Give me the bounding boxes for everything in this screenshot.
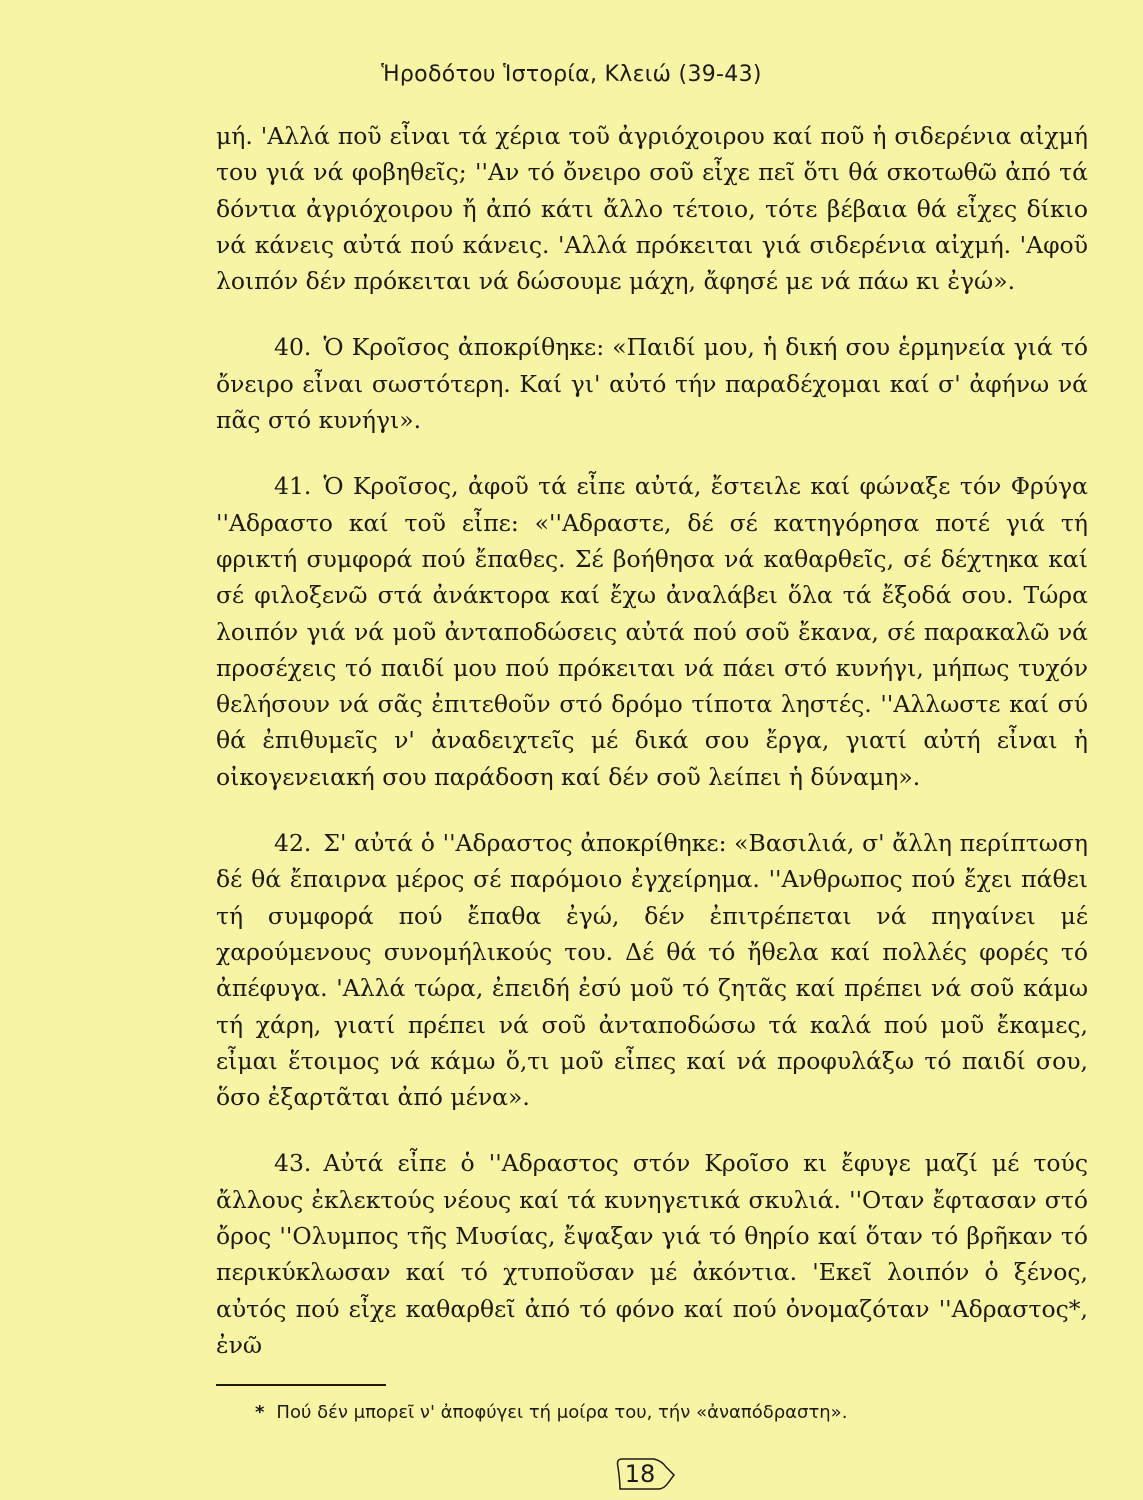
paragraph-text: Ὁ Κροῖσος ἀποκρίθηκε: «Παιδί μου, ἡ δική σου ἑρμηνεία γιά τό ὄνειρο εἶναι σωστότερη. Καί γι' αὐτό τήν παραδέχομαι καί σ' ἀφήνω νά πᾶς στό κυνήγι». <box>216 333 1088 435</box>
page-number-text: 18 <box>624 1460 656 1488</box>
footnote <box>255 1402 847 1423</box>
paragraph-40 <box>216 329 1088 438</box>
paragraph-43 <box>216 1145 1088 1363</box>
footnote-mark: * <box>255 1402 265 1423</box>
running-title: Ἡροδότου Ἱστορία, Κλειώ (39-43) <box>381 62 762 87</box>
footnote-divider <box>216 1384 386 1386</box>
paragraph-text: Σ' αὐτά ὁ ''Αδραστος ἀποκρίθηκε: «Βασιλιά, σ' ἄλλη περίπτωση δέ θά ἔπαιρνα μέρος σέ παρόμοιο ἐγχείρημα. ''Ανθρωπος πού ἔχει πάθει τή συμφορά πού ἔπαθα ἐγώ, δέν ἐπιτρέπεται νά πηγαίνει μέ χαρούμενους συνομήλικούς του. Δέ θά τό ἤθελα καί πολλές φορές τό ἀπέφυγα. 'Αλλά τώρα, ἐπειδή ἐσύ μοῦ τό ζητᾶς καί πρέπει νά σοῦ κάμω τή χάρη, γιατί πρέπει νά σοῦ ἀνταποδώσω τά καλά πού μοῦ ἔκαμες, εἶμαι ἕτοιμος νά κάμω ὅ,τι μοῦ εἶπες καί νά προφυλάξω τό παιδί σου, ὅσο ἐξαρτᾶται ἀπό μένα». <box>216 829 1088 1112</box>
chapter-number: 43. <box>274 1149 312 1178</box>
chapter-number: 41. <box>274 472 312 501</box>
footnote-text: Πού δέν μπορεῖ ν' ἀποφύγει τή μοίρα του, τήν «ἀναπόδραστη». <box>276 1402 848 1423</box>
chapter-number: 42. <box>274 829 312 858</box>
paragraph-41 <box>216 468 1088 795</box>
paragraph-text: Αὐτά εἶπε ὁ ''Αδραστος στόν Κροῖσο κι ἔφυγε μαζί μέ τούς ἄλλους ἐκλεκτούς νέους καί τά κυνηγετικά σκυλιά. ''Οταν ἔφτασαν στό ὄρος ''Ολυμπος τῆς Μυσίας, ἔψαξαν γιά τό θηρίο καί ὅταν τό βρῆκαν τό περικύκλωσαν καί τό χτυποῦσαν μέ ἀκόντια. 'Εκεῖ λοιπόν ὁ ξένος, αὐτός πού εἶχε καθαρθεῖ ἀπό τό φόνο καί πού ὀνομαζόταν ''Αδραστος*, ἐνῶ <box>216 1149 1088 1359</box>
paragraph-39-continued <box>216 118 1088 299</box>
paragraph-text: μή. 'Αλλά ποῦ εἶναι τά χέρια τοῦ ἀγριόχοιρου καί ποῦ ἡ σιδερένια αἰχμή του γιά νά φοβηθεῖς; ''Αν τό ὄνειρο σοῦ εἶχε πεῖ ὅτι θά σκοτωθῶ ἀπό τά δόντια ἀγριόχοιρου ἤ ἀπό κάτι ἄλλο τέτοιο, τότε βέβαια θά εἶχες δίκιο νά κάνεις αὐτά πού κάνεις. 'Αλλά πρόκειται γιά σιδερένια αἰχμή. 'Αφοῦ λοιπόν δέν πρόκειται νά δώσουμε μάχη, ἄφησέ με νά πάω κι ἐγώ». <box>216 122 1088 296</box>
page-number <box>614 1455 676 1493</box>
chapter-number: 40. <box>274 333 312 362</box>
paragraph-text: Ὁ Κροῖσος, ἀφοῦ τά εἶπε αὐτά, ἔστειλε καί φώναξε τόν Φρύγα ''Αδραστο καί τοῦ εἶπε: «''Αδραστε, δέ σέ κατηγόρησα ποτέ γιά τή φρικτή συμφορά πού ἔπαθες. Σέ βοήθησα νά καθαρθεῖς, σέ δέχτηκα καί σέ φιλοξενῶ στά ἀνάκτορα καί ἔχω ἀναλάβει ὅλα τά ἔξοδά σου. Τώρα λοιπόν γιά νά μοῦ ἀνταποδώσεις αὐτά πού σοῦ ἔκανα, σέ παρακαλῶ νά προσέχεις τό παιδί μου πού πρόκειται νά πάει στό κυνήγι, μήπως τυχόν θελήσουν νά σᾶς ἐπιτεθοῦν στό δρόμο τίποτα ληστές. ''Αλλωστε καί σύ θά ἐπιθυμεῖς ν' ἀναδειχτεῖς μέ δικά σου ἔργα, γιατί αὐτή εἶναι ἡ οἰκογενειακή σου παράδοση καί δέν σοῦ λείπει ἡ δύναμη». <box>216 472 1088 791</box>
paragraph-42 <box>216 825 1088 1115</box>
body-text <box>216 118 1088 1363</box>
